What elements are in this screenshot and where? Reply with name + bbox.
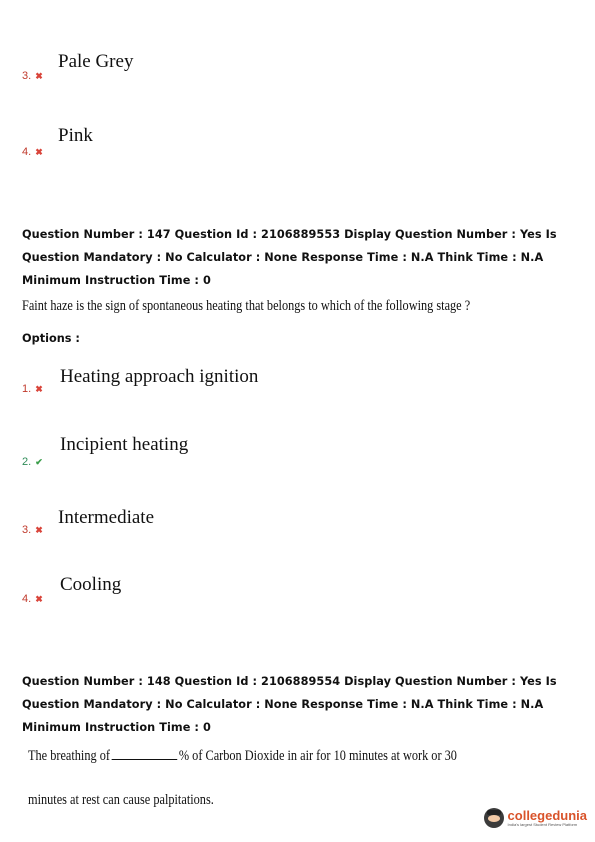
question-148-text-line1: The breathing of % of Carbon Dioxide in air for 10 minutes at work or 30 <box>28 748 457 764</box>
cross-mark-icon: ✖ <box>35 525 43 535</box>
logo-tagline: India's largest Student Review Platform <box>507 821 578 827</box>
q147-option-3-text: Intermediate <box>58 507 155 528</box>
q147-option-2-text: Incipient heating <box>60 434 189 455</box>
option-text-prev-3: Pale Grey <box>58 51 134 72</box>
q147-option-4-text: Cooling <box>60 574 122 595</box>
question-148-meta: Question Number : 148 Question Id : 2106889554 Display Question Number : Yes Is Question Mandatory : No Calculator : None Response Time : N.A Think Time : N.A Minimum Instruction Time : 0 <box>22 675 557 734</box>
answer-blank <box>112 747 178 760</box>
question-148-text-line2: minutes at rest can cause palpitations. <box>28 792 214 808</box>
question-147-meta: Question Number : 147 Question Id : 2106889553 Display Question Number : Yes Is Question Mandatory : No Calculator : None Response Time : N.A Think Time : N.A Minimum Instruction Time : 0 <box>22 228 557 287</box>
option-number-prev-4: 4. ✖ <box>22 146 43 158</box>
q147-option-2-number: 2. ✔ <box>22 456 43 468</box>
option-number-prev-3: 3. ✖ <box>22 70 43 82</box>
mascot-icon <box>484 808 504 828</box>
cross-mark-icon: ✖ <box>35 71 43 81</box>
options-label: Options : <box>22 332 80 345</box>
q147-option-4-number: 4. ✖ <box>22 593 43 605</box>
cross-mark-icon: ✖ <box>35 147 43 157</box>
question-147-text: Faint haze is the sign of spontaneous heating that belongs to which of the following stage ? <box>22 298 471 314</box>
logo-name: collegedunia <box>507 807 587 823</box>
collegedunia-logo <box>484 808 587 828</box>
option-text-prev-4: Pink <box>58 125 93 146</box>
cross-mark-icon: ✖ <box>35 594 43 604</box>
check-mark-icon: ✔ <box>35 457 43 467</box>
cross-mark-icon: ✖ <box>35 384 43 394</box>
q147-option-1-number: 1. ✖ <box>22 383 43 395</box>
q147-option-1-text: Heating approach ignition <box>60 366 259 387</box>
q147-option-3-number: 3. ✖ <box>22 524 43 536</box>
